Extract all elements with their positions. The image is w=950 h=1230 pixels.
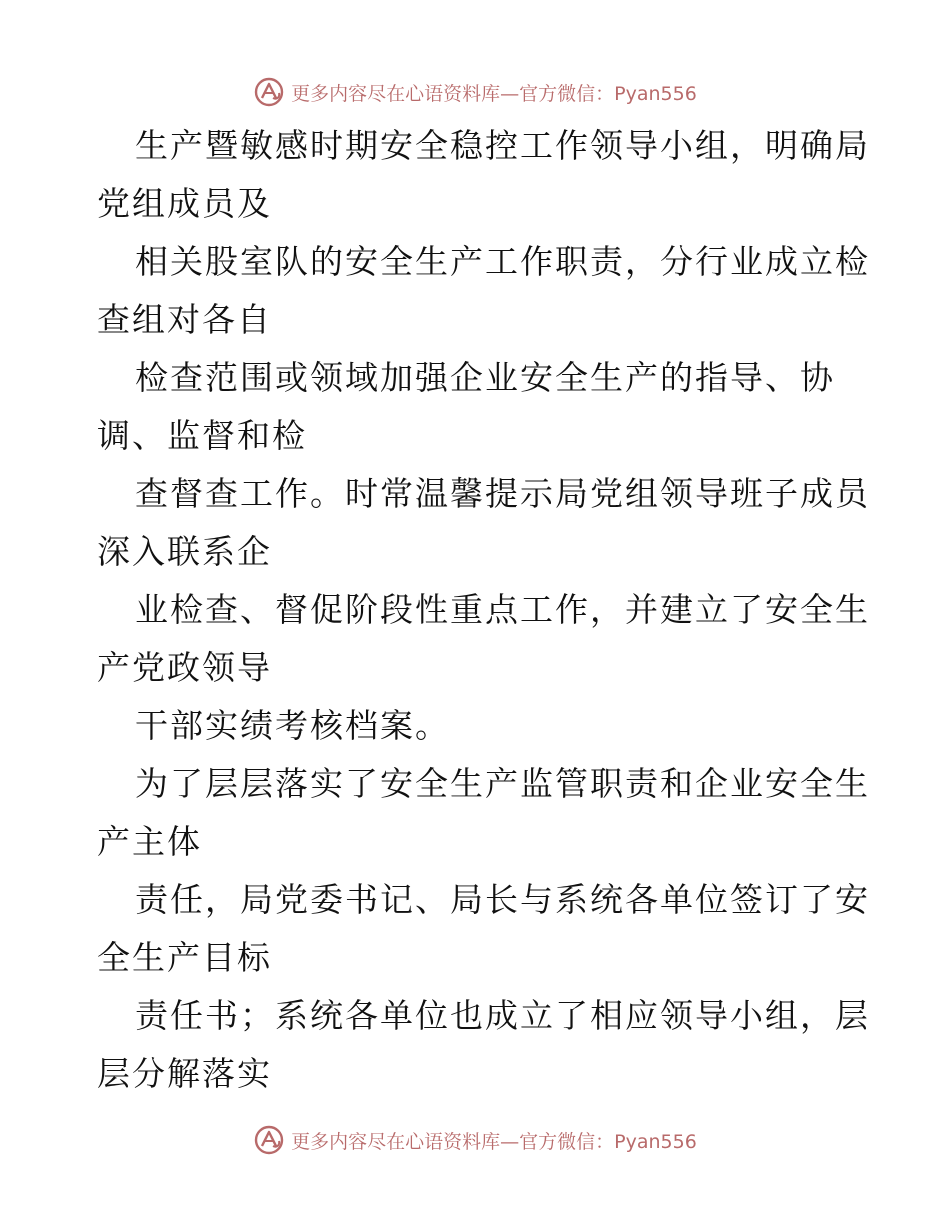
text-line: 查组对各自 bbox=[97, 300, 272, 339]
text-line: 查督查工作。时常温馨提示局党组领导班子成员 bbox=[135, 474, 870, 513]
text-line: 业检查、督促阶段性重点工作，并建立了安全生 bbox=[135, 590, 870, 629]
text-line: 深入联系企 bbox=[97, 532, 272, 571]
text-line: 干部实绩考核档案。 bbox=[135, 706, 450, 745]
watermark-wechat-id: Pyan556 bbox=[614, 82, 697, 105]
watermark-text-cn: 更多内容尽在心语资料库—官方微信： bbox=[291, 82, 615, 105]
footer-watermark bbox=[0, 1120, 950, 1160]
text-line: 责任，局党委书记、局长与系统各单位签订了安 bbox=[135, 880, 870, 919]
text-line: 产主体 bbox=[97, 822, 202, 861]
text-line: 全生产目标 bbox=[97, 938, 272, 977]
header-watermark bbox=[0, 72, 950, 112]
text-line: 产党政领导 bbox=[97, 648, 272, 687]
text-line: 为了层层落实了安全生产监管职责和企业安全生 bbox=[135, 764, 870, 803]
text-line: 生产暨敏感时期安全稳控工作领导小组，明确局 bbox=[135, 126, 870, 165]
text-line: 调、监督和检 bbox=[97, 416, 307, 455]
watermark-wechat-id: Pyan556 bbox=[614, 1130, 697, 1153]
text-line: 党组成员及 bbox=[97, 184, 272, 223]
library-logo-icon bbox=[253, 1124, 285, 1156]
text-line: 层分解落实 bbox=[97, 1054, 272, 1093]
text-line: 检查范围或领域加强企业安全生产的指导、协 bbox=[135, 358, 835, 397]
library-logo-icon bbox=[253, 76, 285, 108]
watermark-text bbox=[291, 79, 697, 106]
text-line: 相关股室队的安全生产工作职责，分行业成立检 bbox=[135, 242, 870, 281]
watermark-text-cn: 更多内容尽在心语资料库—官方微信： bbox=[291, 1130, 615, 1153]
watermark-text bbox=[291, 1127, 697, 1154]
text-line: 责任书；系统各单位也成立了相应领导小组，层 bbox=[135, 996, 870, 1035]
